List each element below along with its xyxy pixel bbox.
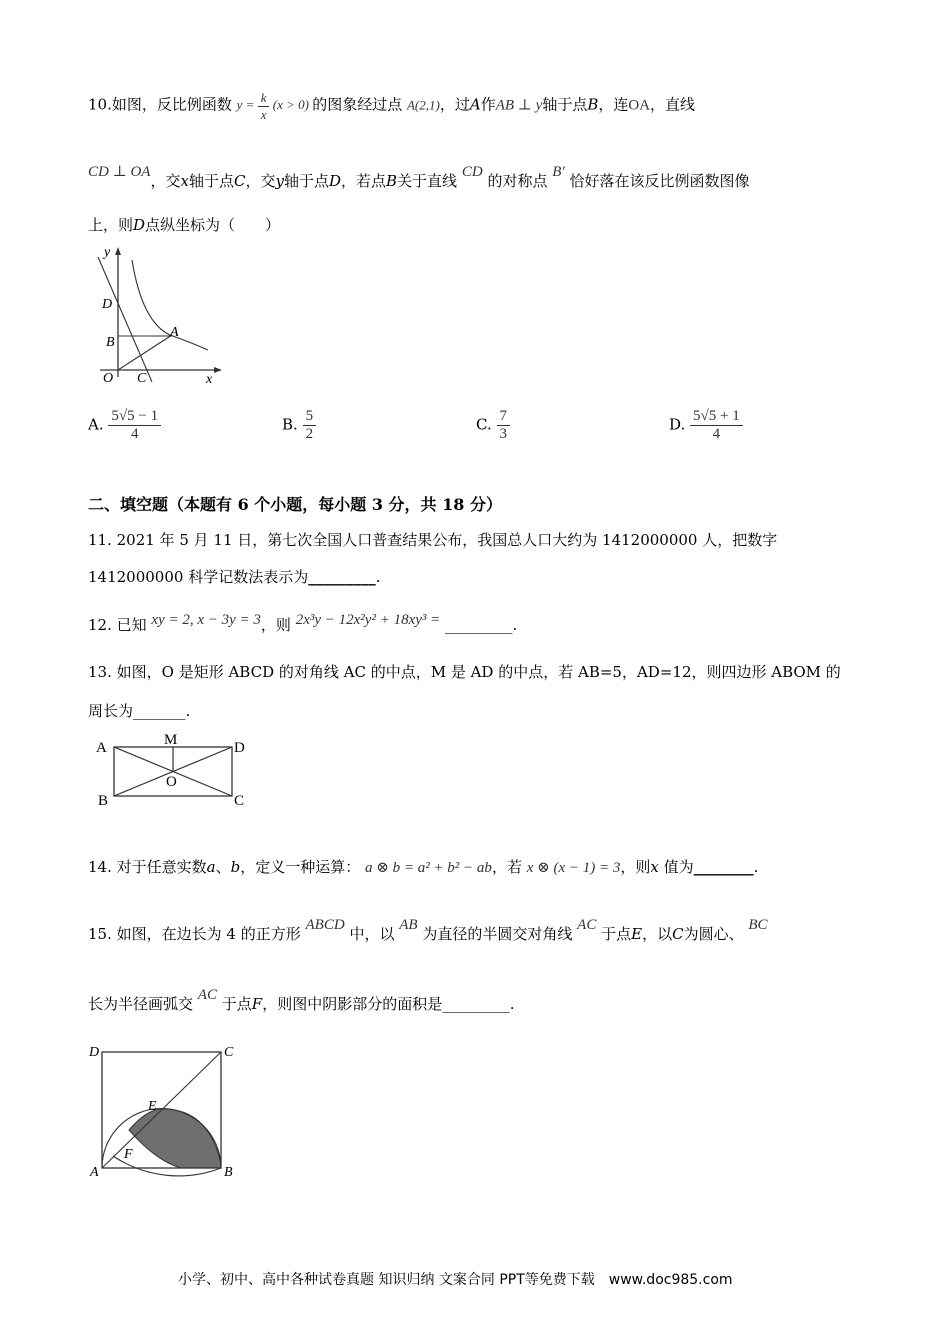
q12-expression: 2x³y − 12x²y² + 18xy³ = <box>295 612 441 628</box>
q11-answer-blank[interactable]: _________ <box>308 568 376 586</box>
q15-line2: 长为半径画弧交 AC 于点F，则图中阴影部分的面积是_________. <box>88 987 515 1013</box>
fig15-label-d: D <box>89 1045 100 1060</box>
q14-answer-blank[interactable]: ________ <box>693 858 754 876</box>
q10-option-a[interactable]: A. $\frac{5√5 - 1}{4}$ <box>88 408 161 443</box>
fig10-label-o: O <box>103 371 114 386</box>
q11-line2: 1412000000 科学记数法表示为_________. <box>88 568 381 586</box>
q15-answer-blank[interactable]: _________ <box>442 995 510 1013</box>
q10-option-b[interactable]: B. $\frac{5}{2}$ <box>282 408 316 443</box>
ab-perp-y: AB ⊥ y <box>495 97 543 114</box>
q13-answer-blank[interactable]: _______ <box>133 702 186 720</box>
q12-answer-blank[interactable]: _________ <box>445 616 513 634</box>
q14-equation: x ⊗ (x − 1) = 3 <box>526 860 621 876</box>
fig13-label-b: B <box>98 793 109 809</box>
page-footer: 小学、初中、高中各种试卷真题 知识归纳 文案合同 PPT等免费下载 www.doc985.com <box>178 1272 733 1288</box>
fig13-label-c: C <box>234 793 245 809</box>
q15-square-figure <box>86 1040 246 1180</box>
fig10-label-d: D <box>102 297 113 312</box>
fig15-label-f: F <box>124 1147 133 1162</box>
q10-line1: 10.如图，反比例函数 y = $\frac{k}{x}$ (x > 0) 的图象经过点 A(2,1)，过A作AB ⊥ y轴于点B，连OA，直线 <box>88 90 696 122</box>
fig15-label-a: A <box>90 1165 99 1180</box>
q13-line1: 13. 如图，O 是矩形 ABCD 的对角线 AC 的中点，M 是 AD 的中点，若 AB=5，AD=12，则四边形 ABOM 的 <box>88 663 841 681</box>
q15-line1: 15. 如图，在边长为 4 的正方形 ABCD 中，以 AB 为直径的半圆交对角线 AC 于点E，以C为圆心、 BC <box>88 917 768 943</box>
q13-line2: 周长为_______. <box>88 702 191 720</box>
fig13-label-o: O <box>166 774 177 790</box>
fig13-label-a: A <box>96 740 107 756</box>
q14-definition: a ⊗ b = a² + b² − ab <box>365 860 492 876</box>
q13-rectangle-figure <box>90 728 260 810</box>
cd-perp-oa: CD ⊥ OA <box>88 164 151 180</box>
fig15-label-e: E <box>148 1099 157 1114</box>
point-a-coordinate: A(2,1) <box>406 97 440 113</box>
fig15-label-c: C <box>224 1045 234 1060</box>
q10-line3: 上，则D点纵坐标为（ ） <box>88 216 281 234</box>
fig13-label-d: D <box>234 740 245 756</box>
q10-option-d[interactable]: D. $\frac{5√5 + 1}{4}$ <box>669 408 743 443</box>
fig10-label-b: B <box>106 335 115 350</box>
fig13-label-m: M <box>164 732 178 748</box>
section-heading: 二、填空题（本题有 6 个小题，每小题 3 分，共 18 分） <box>88 495 502 514</box>
fig10-label-a: A <box>170 325 179 340</box>
q14-line: 14. 对于任意实数a、b，定义一种运算： a ⊗ b = a² + b² − ab，若 x ⊗ (x − 1) = 3，则x 值为________. <box>88 858 759 876</box>
q12-line: 12. 已知 xy = 2, x − 3y = 3，则 2x³y − 12x²y² + 18xy³ = _________. <box>88 612 518 634</box>
fig15-label-b: B <box>224 1165 233 1180</box>
fig10-label-c: C <box>137 371 147 386</box>
q12-condition: xy = 2, x − 3y = 3 <box>151 612 261 628</box>
q10-option-c[interactable]: C. $\frac{7}{3}$ <box>476 408 510 443</box>
q11-line1: 11. 2021 年 5 月 11 日，第七次全国人口普查结果公布，我国总人口大约为 1412000000 人，把数字 <box>88 531 778 549</box>
fig10-label-y: y <box>104 245 111 260</box>
q10-graph-figure <box>90 242 225 392</box>
inverse-function-formula: y = $\frac{k}{x}$ (x > 0) <box>236 90 309 122</box>
q10-line2: CD ⊥ OA，交x轴于点C，交y轴于点D，若点B关于直线 CD 的对称点 B′ 恰好落在该反比例函数图像 <box>88 164 750 190</box>
fig10-label-x: x <box>206 372 213 387</box>
